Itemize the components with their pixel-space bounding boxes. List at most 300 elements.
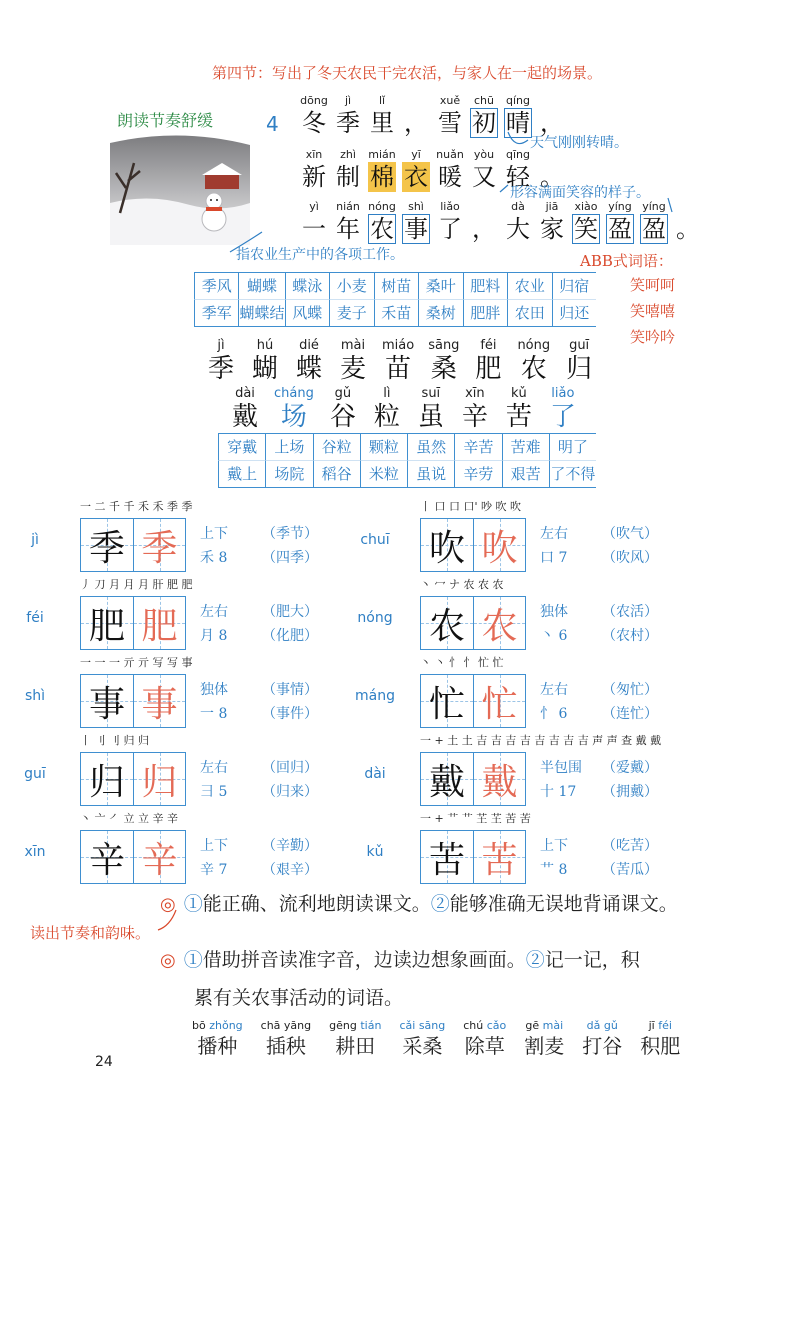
hanzi: 暖 <box>438 163 462 191</box>
goal-1-text-1: 能正确、流利地朗读课文。 <box>202 893 431 915</box>
hanzi: 里 <box>370 109 394 137</box>
structure: 左右 <box>540 682 568 698</box>
character-pinyin: féi <box>26 610 44 626</box>
hanzi: ， <box>540 109 564 137</box>
model-character: 归 <box>88 761 125 803</box>
goal-1-marker-2: ② <box>430 893 450 915</box>
trace-character: 肥 <box>141 605 178 647</box>
pinyin: nuǎn <box>436 148 464 161</box>
pinyin: lì <box>383 386 391 401</box>
character-pinyin: jì <box>31 532 39 548</box>
pinyin: mài <box>340 338 366 353</box>
tianzige-cell <box>81 831 133 883</box>
example-word: （回归） <box>262 760 318 776</box>
hanzi: 了 <box>549 402 576 432</box>
pinyin: dà <box>511 200 525 213</box>
word-cell: 稻谷 <box>313 461 360 487</box>
goal-1-text-2: 能够准确无误地背诵课文。 <box>449 893 678 915</box>
hanzi: 一 <box>302 215 326 243</box>
pinyin: cháng <box>274 386 314 401</box>
pinyin: miáo <box>382 338 415 353</box>
character-study-item <box>340 810 680 888</box>
radical-strokes: 月 8 <box>200 628 228 644</box>
hanzi: 晴 <box>506 109 530 137</box>
hanzi: 农 <box>520 354 547 384</box>
word-grid-bottom <box>218 433 596 488</box>
trace-character: 事 <box>141 683 178 725</box>
new-character <box>230 386 260 432</box>
stroke-order: 一 二 千 千 禾 禾 季 季 <box>80 500 193 513</box>
trace-character: 辛 <box>141 839 178 881</box>
hanzi: 棉 <box>370 163 394 191</box>
pinyin: sāng <box>428 338 460 353</box>
pinyin: nián <box>336 200 360 213</box>
example-word: （归来） <box>262 784 318 800</box>
stroke-order: 一 一 一 亓 亓 写 写 事 <box>80 656 193 669</box>
character-info <box>200 600 318 648</box>
word-cell: 辛苦 <box>454 434 501 461</box>
pinyin: dài <box>235 386 255 401</box>
tianzige-box <box>420 518 526 572</box>
structure: 左右 <box>200 604 228 620</box>
model-character: 事 <box>88 683 125 725</box>
phrase-hanzi: 割麦 <box>524 1034 565 1058</box>
note-farm-work: 指农业生产中的各项工作。 <box>236 247 404 263</box>
tianzige-cell <box>473 831 525 883</box>
hanzi: 盈 <box>642 215 666 243</box>
word-cell: 场院 <box>265 461 312 487</box>
new-character <box>548 386 578 432</box>
character-pinyin: máng <box>355 688 395 704</box>
character-study-item <box>340 498 680 576</box>
character-info <box>540 756 658 804</box>
hanzi: 肥 <box>475 354 502 384</box>
hanzi: 粒 <box>373 402 400 432</box>
tianzige-cell <box>81 519 133 571</box>
example-word: （艰辛） <box>262 862 318 878</box>
hanzi: 麦 <box>339 354 366 384</box>
character-info <box>200 834 318 882</box>
new-character <box>473 338 503 384</box>
example-word: （四季） <box>262 550 318 566</box>
trace-character: 归 <box>141 761 178 803</box>
hanzi: 盈 <box>608 215 632 243</box>
new-character <box>428 338 459 384</box>
hanzi: ， <box>404 109 428 137</box>
pinyin-syllable: sāng <box>418 1019 446 1032</box>
new-character <box>382 338 414 384</box>
character-pinyin: guī <box>24 766 46 782</box>
farm-phrase <box>524 1018 564 1059</box>
phrase-pinyin <box>649 1018 672 1033</box>
word-cell: 树苗 <box>374 273 419 300</box>
character-study-item <box>340 576 680 654</box>
radical-strokes: 口 7 <box>540 550 568 566</box>
hanzi: 桑 <box>430 354 457 384</box>
hanzi: 。 <box>540 163 564 191</box>
hanzi: 苗 <box>385 354 412 384</box>
trace-character: 农 <box>481 605 518 647</box>
tianzige-cell <box>133 597 185 649</box>
new-character <box>460 386 490 432</box>
word-cell: 桑叶 <box>418 273 463 300</box>
model-character: 忙 <box>428 683 465 725</box>
pinyin: yì <box>309 200 319 213</box>
pinyin: yíng <box>608 200 632 213</box>
hanzi: 年 <box>336 215 360 243</box>
word-cell: 归还 <box>552 300 597 326</box>
pinyin: yíng <box>642 200 666 213</box>
hanzi: 初 <box>472 109 496 137</box>
hanzi: 谷 <box>329 402 356 432</box>
structure: 半包围 <box>540 760 582 776</box>
abb-word-1: 笑呵呵 <box>630 276 676 294</box>
pinyin: dié <box>299 338 319 353</box>
example-word: （农活） <box>602 604 658 620</box>
word-cell: 农业 <box>507 273 552 300</box>
pinyin-syllable: tián <box>360 1019 382 1032</box>
stanza-number: 4 <box>266 112 279 136</box>
pinyin: dōng <box>300 94 328 107</box>
hanzi: 笑 <box>574 215 598 243</box>
word-cell: 辛劳 <box>454 461 501 487</box>
character-pinyin: shì <box>24 688 46 704</box>
pinyin: xīn <box>305 148 323 161</box>
character-pinyin: kǔ <box>366 844 384 860</box>
new-character <box>416 386 446 432</box>
tianzige-cell <box>81 675 133 727</box>
pinyin: xiào <box>574 200 598 213</box>
phrase-pinyin <box>261 1018 311 1033</box>
stroke-order: 一 + 土 土 吉 吉 吉 吉 吉 吉 吉 吉 声 声 查 戴 戴 <box>420 734 662 747</box>
new-character <box>504 386 534 432</box>
character-study-item <box>0 732 340 810</box>
hanzi: 蝴 <box>251 354 278 384</box>
pinyin-syllable: gēng <box>329 1019 357 1032</box>
new-character <box>338 338 368 384</box>
page-number: 24 <box>95 1054 113 1070</box>
tianzige-cell <box>421 675 473 727</box>
stroke-order: 丨 口 口 口' 吵 吹 吹 <box>420 500 522 513</box>
example-word: （辛勤） <box>262 838 318 854</box>
character-study-item <box>340 732 680 810</box>
pinyin-syllable: zhǒng <box>209 1019 243 1032</box>
hanzi: 虽 <box>417 402 444 432</box>
structure: 独体 <box>540 604 568 620</box>
goal-2-marker-1: ① <box>183 949 203 971</box>
word-cell: 米粒 <box>360 461 407 487</box>
pinyin: xuě <box>439 94 461 107</box>
pinyin: nóng <box>368 200 396 213</box>
tianzige-cell <box>133 831 185 883</box>
farm-phrase <box>192 1018 243 1059</box>
new-character <box>250 338 280 384</box>
pinyin: qīng <box>506 148 530 161</box>
stroke-order: 丶 丶 忄 忄 忙 忙 <box>420 656 504 669</box>
example-word: （吃苦） <box>602 838 658 854</box>
pinyin: kǔ <box>510 386 527 401</box>
character-pinyin: chuī <box>360 532 390 548</box>
trace-character: 忙 <box>481 683 518 725</box>
hanzi: 冬 <box>302 109 326 137</box>
tianzige-cell <box>421 519 473 571</box>
new-character <box>372 386 402 432</box>
structure: 独体 <box>200 682 228 698</box>
character-study-item <box>0 498 340 576</box>
abb-word-3: 笑吟吟 <box>630 328 676 346</box>
word-cell: 上场 <box>265 434 312 461</box>
note-weather: 天气刚刚转晴。 <box>530 135 628 151</box>
example-word: （匆忙） <box>602 682 658 698</box>
phrase-hanzi: 积肥 <box>640 1034 681 1058</box>
structure: 上下 <box>540 838 568 854</box>
radical-strokes: 忄 6 <box>540 706 568 722</box>
hanzi: 戴 <box>231 402 258 432</box>
tianzige-cell <box>473 597 525 649</box>
phrase-hanzi: 除草 <box>464 1034 505 1058</box>
stroke-order: 丶 冖 ナ 农 农 农 <box>420 578 504 591</box>
tianzige-box <box>420 674 526 728</box>
pinyin: féi <box>480 338 497 353</box>
word-cell: 蝴蝶 <box>238 273 284 300</box>
hanzi: ， <box>472 215 496 243</box>
goal-2-continued: 累有关农事活动的词语。 <box>194 987 404 1009</box>
word-cell: 蝴蝶结 <box>238 300 284 326</box>
character-info <box>540 678 658 726</box>
tianzige-cell <box>133 675 185 727</box>
word-cell: 农田 <box>507 300 552 326</box>
example-word: （连忙） <box>602 706 658 722</box>
phrase-pinyin <box>463 1018 506 1033</box>
tianzige-box <box>80 752 186 806</box>
goal-2 <box>160 942 640 979</box>
model-character: 吹 <box>428 527 465 569</box>
example-word: （化肥） <box>262 628 318 644</box>
phrase-pinyin <box>399 1018 445 1033</box>
model-character: 季 <box>88 527 125 569</box>
note-arrows <box>0 0 800 300</box>
pinyin: chū <box>474 94 494 107</box>
character-info <box>200 756 318 804</box>
hanzi: 农 <box>370 215 394 243</box>
pinyin-syllable: jī <box>648 1019 655 1032</box>
new-character-row-1 <box>206 338 608 384</box>
tianzige-cell <box>473 675 525 727</box>
pinyin: jiā <box>545 200 559 213</box>
goal-1-marker-1: ① <box>183 893 203 915</box>
hanzi: 事 <box>404 215 428 243</box>
farm-phrase <box>399 1018 445 1059</box>
character-info <box>540 834 658 882</box>
pinyin-syllable: cǎi <box>399 1019 416 1032</box>
phrase-hanzi: 采桑 <box>402 1034 443 1058</box>
radical-strokes: 十 17 <box>540 784 577 800</box>
tianzige-box <box>80 830 186 884</box>
abb-word-2: 笑嘻嘻 <box>630 302 676 320</box>
pinyin: gǔ <box>334 386 352 401</box>
farm-phrase <box>261 1018 311 1059</box>
word-cell: 蝶泳 <box>285 273 330 300</box>
pinyin: shì <box>408 200 424 213</box>
note-smile: 形容满面笑容的样子。 <box>510 185 650 201</box>
goal-2-marker-2: ② <box>525 949 545 971</box>
new-character <box>328 386 358 432</box>
structure: 上下 <box>200 838 228 854</box>
new-character <box>564 338 594 384</box>
word-cell: 季风 <box>194 273 238 300</box>
pinyin: guī <box>569 338 590 353</box>
model-character: 辛 <box>88 839 125 881</box>
hanzi: 季 <box>207 354 234 384</box>
pinyin-syllable: féi <box>658 1019 672 1032</box>
radical-strokes: 禾 8 <box>200 550 228 566</box>
word-cell: 风蝶 <box>285 300 330 326</box>
trace-character: 季 <box>141 527 178 569</box>
word-cell: 虽然 <box>407 434 454 461</box>
pinyin-syllable: dǎ <box>586 1019 601 1032</box>
abb-title: ABB式词语： <box>580 252 673 270</box>
stroke-order: 丨 刂 刂 归 归 <box>80 734 149 747</box>
word-cell: 季军 <box>194 300 238 326</box>
hanzi: 新 <box>302 163 326 191</box>
farm-activity-phrases <box>192 1018 698 1059</box>
word-cell: 肥胖 <box>463 300 508 326</box>
hanzi: 又 <box>472 163 496 191</box>
new-character <box>274 386 314 432</box>
model-character: 农 <box>428 605 465 647</box>
word-cell: 禾苗 <box>374 300 419 326</box>
example-word: （事情） <box>262 682 318 698</box>
word-cell: 肥料 <box>463 273 508 300</box>
character-study-item <box>0 576 340 654</box>
example-word: （事件） <box>262 706 318 722</box>
radical-strokes: 辛 7 <box>200 862 228 878</box>
example-word: （吹风） <box>602 550 658 566</box>
word-cell: 苦难 <box>502 434 549 461</box>
word-cell: 归宿 <box>552 273 597 300</box>
structure: 上下 <box>200 526 228 542</box>
example-word: （吹气） <box>602 526 658 542</box>
structure: 左右 <box>200 760 228 776</box>
goal-2-text-1: 借助拼音读准字音，边读边想象画面。 <box>202 949 526 971</box>
tianzige-box <box>420 596 526 650</box>
model-character: 戴 <box>428 761 465 803</box>
hanzi: 家 <box>540 215 564 243</box>
pinyin-syllable: yāng <box>283 1019 312 1032</box>
tianzige-box <box>420 830 526 884</box>
example-word: （肥大） <box>262 604 318 620</box>
word-cell: 了不得 <box>549 461 596 487</box>
example-word: （季节） <box>262 526 318 542</box>
new-character-row-2 <box>230 386 592 432</box>
hanzi: 轻 <box>506 163 530 191</box>
word-cell: 艰苦 <box>502 461 549 487</box>
pinyin: jì <box>217 338 225 353</box>
pinyin-syllable: chā <box>260 1019 281 1032</box>
word-cell: 麦子 <box>329 300 374 326</box>
character-info <box>200 522 318 570</box>
hanzi: 雪 <box>438 109 462 137</box>
model-character: 肥 <box>88 605 125 647</box>
trace-character: 吹 <box>481 527 518 569</box>
hanzi: 了 <box>438 215 462 243</box>
pinyin: liǎo <box>551 386 575 401</box>
phrase-hanzi: 插秧 <box>265 1034 306 1058</box>
phrase-hanzi: 打谷 <box>582 1034 623 1058</box>
pinyin: liǎo <box>440 200 460 213</box>
tianzige-box <box>420 752 526 806</box>
tianzige-cell <box>81 597 133 649</box>
pinyin: lǐ <box>378 94 386 107</box>
phrase-pinyin <box>329 1018 381 1033</box>
tianzige-cell <box>421 597 473 649</box>
hanzi: 衣 <box>404 163 428 191</box>
word-cell: 颗粒 <box>360 434 407 461</box>
farm-phrase <box>329 1018 381 1059</box>
structure: 左右 <box>540 526 568 542</box>
word-cell: 虽说 <box>407 461 454 487</box>
phrase-pinyin <box>525 1018 563 1033</box>
pinyin: hú <box>256 338 274 353</box>
phrase-pinyin <box>192 1018 243 1033</box>
character-study-item <box>0 810 340 888</box>
phrase-hanzi: 播种 <box>197 1034 238 1058</box>
character-pinyin: dài <box>364 766 386 782</box>
target-icon: ◎ <box>160 950 176 971</box>
example-word: （拥戴） <box>602 784 658 800</box>
character-info <box>540 600 658 648</box>
tianzige-box <box>80 674 186 728</box>
read-rhythm-note: 读出节奏和韵味。 <box>30 924 151 942</box>
farm-phrase <box>582 1018 622 1059</box>
target-icon: ◎ <box>160 894 176 915</box>
hanzi: 辛 <box>461 402 488 432</box>
tianzige-cell <box>81 753 133 805</box>
word-cell: 小麦 <box>329 273 374 300</box>
pinyin: suī <box>421 386 441 401</box>
pinyin: nóng <box>517 338 551 353</box>
word-cell: 桑树 <box>418 300 463 326</box>
tianzige-box <box>80 518 186 572</box>
phrase-pinyin <box>587 1018 618 1033</box>
example-word: （爱戴） <box>602 760 658 776</box>
tianzige-cell <box>473 753 525 805</box>
pinyin: zhì <box>340 148 356 161</box>
radical-strokes: 丶 6 <box>540 628 568 644</box>
hanzi: 季 <box>336 109 360 137</box>
example-word: （农村） <box>602 628 658 644</box>
character-info <box>540 522 658 570</box>
hanzi: 归 <box>566 354 593 384</box>
hanzi: 场 <box>280 402 307 432</box>
character-study-item <box>340 654 680 732</box>
tianzige-cell <box>421 831 473 883</box>
hanzi: 苦 <box>505 402 532 432</box>
reading-note: 朗读节奏舒缓 <box>117 111 214 130</box>
new-character <box>206 338 236 384</box>
new-character <box>517 338 550 384</box>
pinyin: jì <box>344 94 352 107</box>
tianzige-cell <box>133 753 185 805</box>
trace-character: 苦 <box>481 839 518 881</box>
farm-phrase <box>640 1018 680 1059</box>
hanzi: 蝶 <box>295 354 322 384</box>
example-word: （苦瓜） <box>602 862 658 878</box>
pinyin-syllable: bō <box>192 1019 206 1032</box>
radical-strokes: 彐 5 <box>200 784 228 800</box>
tianzige-cell <box>421 753 473 805</box>
word-cell: 穿戴 <box>218 434 265 461</box>
